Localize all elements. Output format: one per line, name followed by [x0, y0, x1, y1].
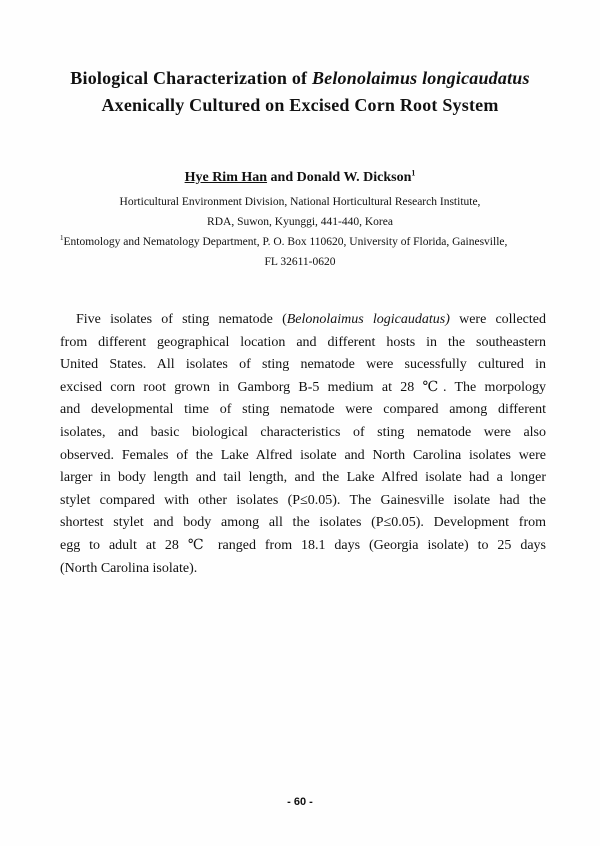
title-line-1: Biological Characterization of Belonolaimus longicaudatus	[70, 68, 530, 88]
title-species-name: Belonolaimus longicaudatus	[311, 68, 530, 88]
author-1: Hye Rim Han	[184, 170, 268, 185]
abstract-body	[60, 309, 546, 580]
abstract-line: excised corn root grown in Gamborg B-5 medium at 28 ℃. The morpology	[60, 379, 546, 395]
affiliation-line-1: Horticultural Environment Division, National Horticultural Research Institute,	[119, 196, 481, 208]
abstract-line: shortest stylet and body among all the isolates (P≤0.05). Development from	[60, 515, 546, 531]
affiliation-line-3: $^1$Entomology and Nematology Department, P. O. Box 110620, University of Florida, Gainesville,	[60, 234, 508, 248]
abstract-line: egg to adult at 28 ℃ ranged from 18.1 days (Georgia isolate) to 25 days	[60, 537, 546, 553]
abstract-line: United States. All isolates of sting nematode were sucessfully cultured in	[60, 357, 546, 373]
affiliation-superscript: 1	[60, 234, 64, 243]
abstract-line: (North Carolina isolate).	[60, 560, 198, 576]
paper-title	[40, 65, 560, 119]
abstract-line: stylet compared with other isolates (P≤0.05). The Gainesville isolate had the	[60, 492, 546, 508]
abstract-line: observed. Females of the Lake Alfred isolate and North Carolina isolates were	[60, 447, 546, 463]
species-name-italic: Belonolaimus logicaudatus)	[286, 312, 450, 327]
abstract-line: from different geographical location and different hosts in the southeastern	[60, 334, 546, 350]
affiliation-line-2: RDA, Suwon, Kyunggi, 441-440, Korea	[207, 216, 393, 228]
author-2-superscript: 1	[411, 168, 416, 178]
author-line: Hye Rim Han and Donald W. Dickson$^1$	[184, 168, 416, 185]
page-number: - 60 -	[287, 796, 313, 808]
abstract-line: Five isolates of sting nematode (Belonolaimus logicaudatus) were collected	[76, 312, 546, 327]
author-2: Donald W. Dickson	[296, 170, 412, 185]
abstract-line: larger in body length and tail length, and the Lake Alfred isolate had a longer	[60, 470, 546, 486]
abstract-line: isolates, and basic biological characteristics of sting nematode were also	[60, 424, 546, 440]
abstract-line: and developmental time of sting nematode were compared among different	[60, 402, 546, 418]
affiliation-line-4: FL 32611-0620	[264, 256, 336, 268]
title-line-2: Axenically Cultured on Excised Corn Root System	[101, 95, 499, 115]
